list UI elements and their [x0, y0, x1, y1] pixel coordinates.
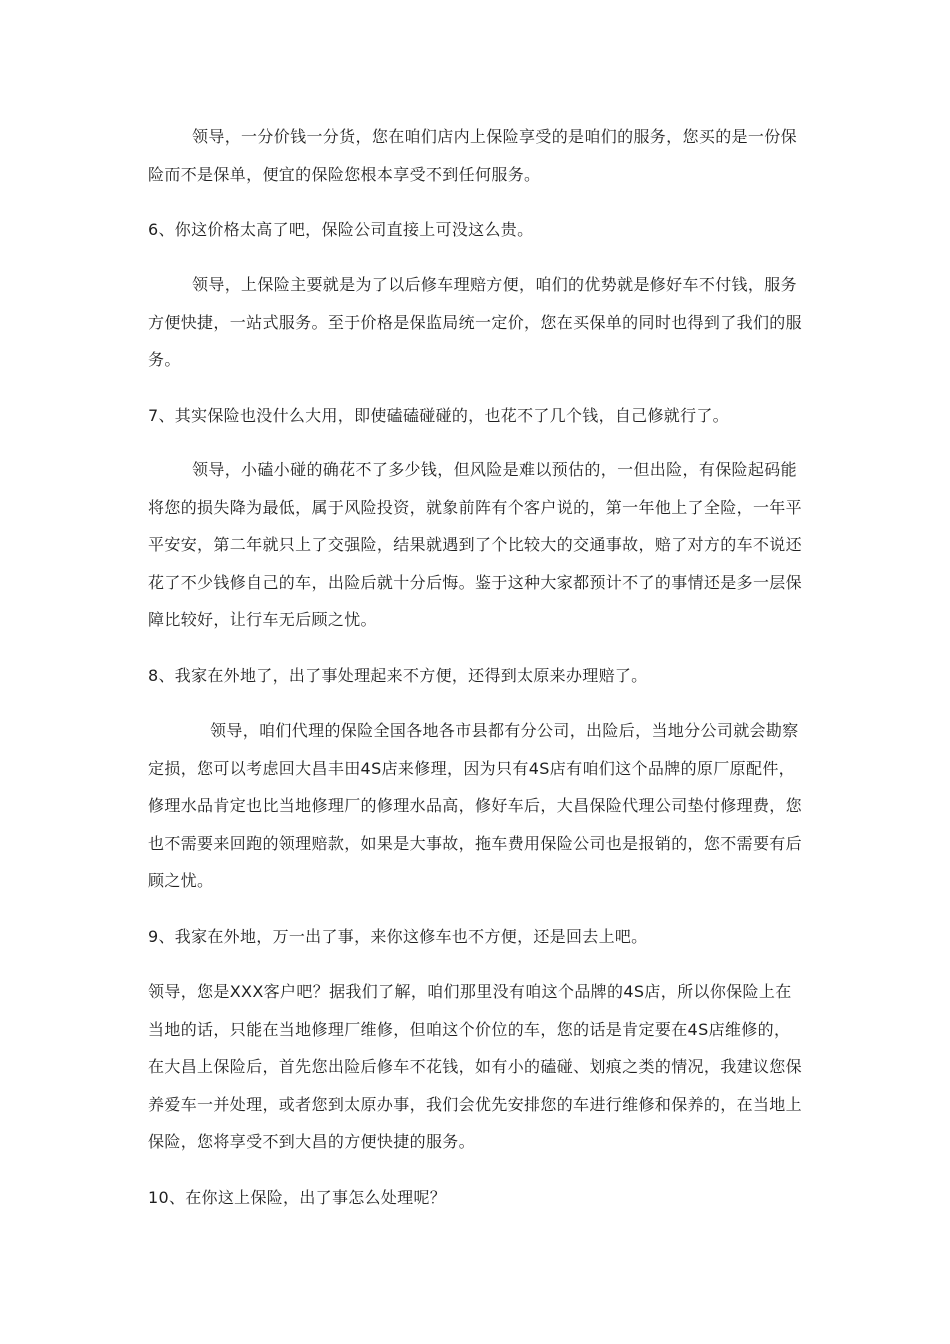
answer-paragraph: 领导，咱们代理的保险全国各地各市县都有分公司，出险后，当地分公司就会勘察定损，您可以考虑回大昌丰田4S店来修理，因为只有4S店有咱们这个品牌的原厂原配件，修理水品肯定也比当地修理厂的修理水品高，修好车后，大昌保险代理公司垫付修理费，您也不需要来回跑的领理赔款，如果是大事故，拖车费用保险公司也是报销的，您不需要有后顾之忧。 [148, 721, 803, 891]
answer-paragraph: 领导，上保险主要就是为了以后修车理赔方便，咱们的优势就是修好车不付钱，服务方便快捷，一站式服务。至于价格是保监局统一定价，您在买保单的同时也得到了我们的服务。 [148, 275, 803, 370]
answer-paragraph: 领导，小磕小碰的确花不了多少钱，但风险是难以预估的，一但出险，有保险起码能将您的损失降为最低，属于风险投资，就象前阵有个客户说的，第一年他上了全险，一年平平安安，第二年就只上了交强险，结果就遇到了个比较大的交通事故，赔了对方的车不说还花了不少钱修自己的车，出险后就十分后悔。鉴于这种大家都预计不了的事情还是多一层保障比较好，让行车无后顾之忧。 [148, 460, 803, 630]
question-7: 7、其实保险也没什么大用，即使磕磕碰碰的，也花不了几个钱，自己修就行了。 [148, 406, 729, 425]
answer-paragraph: 领导，您是XXX客户吧？据我们了解，咱们那里没有咱这个品牌的4S店，所以你保险上在当地的话，只能在当地修理厂维修，但咱这个价位的车，您的话是肯定要在4S店维修的，在大昌上保险后，首先您出险后修车不花钱，如有小的磕碰、划痕之类的情况，我建议您保养爱车一并处理，或者您到太原办事，我们会优先安排您的车进行维修和保养的，在当地上保险，您将享受不到大昌的方便快捷的服务。 [148, 982, 803, 1152]
question-6: 6、你这价格太高了吧，保险公司直接上可没这么贵。 [148, 220, 534, 239]
question-9: 9、我家在外地，万一出了事，来你这修车也不方便，还是回去上吧。 [148, 927, 648, 946]
question-8: 8、我家在外地了，出了事处理起来不方便，还得到太原来办理赔了。 [148, 666, 648, 685]
answer-paragraph: 领导，一分价钱一分货，您在咱们店内上保险享受的是咱们的服务，您买的是一份保险而不是保单，便宜的保险您根本享受不到任何服务。 [148, 127, 797, 184]
question-10: 10、在你这上保险，出了事怎么处理呢？ [148, 1188, 447, 1207]
